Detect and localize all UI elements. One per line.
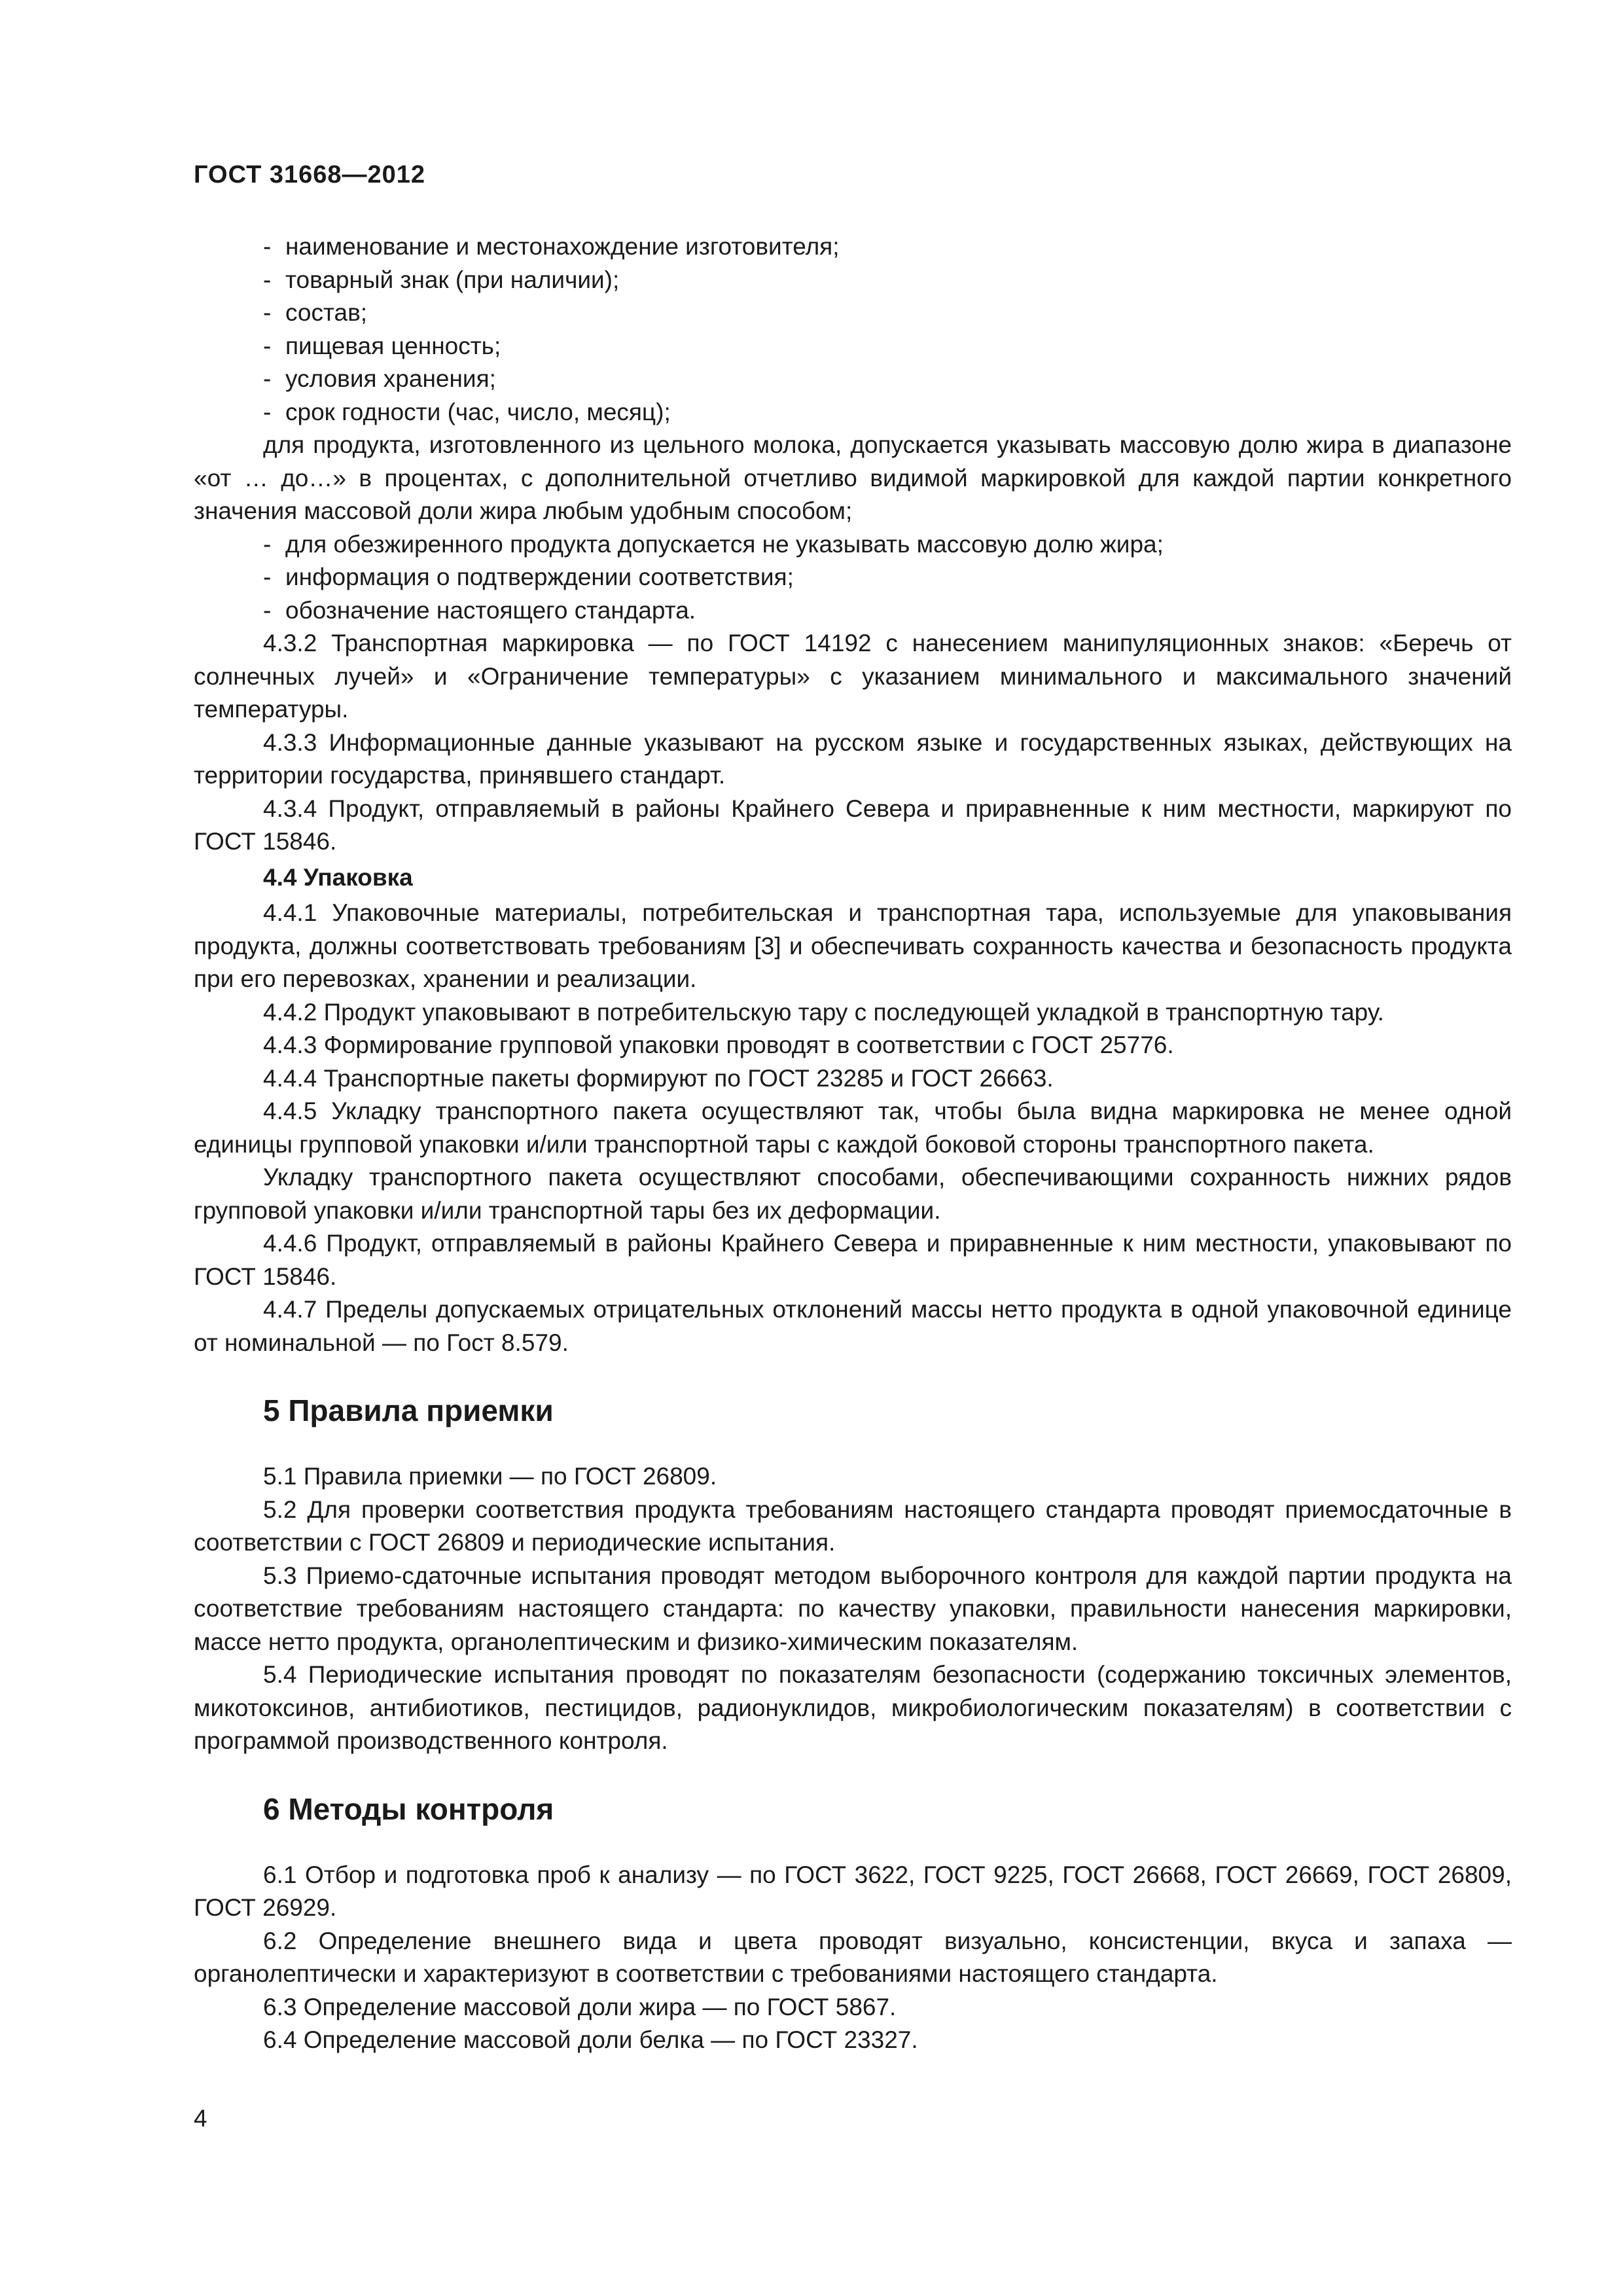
paragraph-4-3-4: 4.3.4 Продукт, отправляемый в районы Крайнего Севера и приравненные к ним местности, маркируют по ГОСТ 15846.	[194, 795, 1512, 855]
paragraph-4-3-2: 4.3.2 Транспортная маркировка — по ГОСТ 14192 с нанесением манипуляционных знаков: «Беречь от солнечных лучей» и «Ограничение температуры» с указанием минимального и максимального значений температуры.	[194, 630, 1512, 723]
paragraph-4-3-3: 4.3.3 Информационные данные указывают на русском языке и государственных языках, действующих на территории государства, принявшего стандарт.	[194, 728, 1512, 789]
paragraph-4-4-5-cont: Укладку транспортного пакета осуществляют способами, обеспечивающими сохранность нижних рядов групповой упаковки и/или транспортной тары без их деформации.	[194, 1164, 1512, 1224]
list-item: - наименование и местонахождение изготовителя;	[194, 230, 1512, 264]
paragraph-6-3: 6.3 Определение массовой доли жира — по ГОСТ 5867.	[263, 1993, 897, 2020]
paragraph-4-4-5: 4.4.5 Укладку транспортного пакета осуществляют так, чтобы была видна маркировка не менее одной единицы групповой упаковки и/или транспортной тары с каждой боковой стороны транспортного пакета.	[194, 1098, 1512, 1158]
list-item: - срок годности (час, число, месяц);	[194, 396, 1512, 429]
paragraph-4-4-1: 4.4.1 Упаковочные материалы, потребительская и транспортная тара, используемые для упаковывания продукта, должны соответствовать требованиям [3] и обеспечивать сохранность качества и безопасность продукта при его перевозках, хранении и реализации.	[194, 899, 1512, 992]
paragraph-5-3: 5.3 Приемо-сдаточные испытания проводят методом выборочного контроля для каждой партии продукта на соответствие требованиям настоящего стандарта: по качеству упаковки, правильности нанесения маркировки, массе нетто продукта, органолептическим и физико-химическим показателям.	[194, 1562, 1512, 1655]
paragraph-4-4-6: 4.4.6 Продукт, отправляемый в районы Крайнего Севера и приравненные к ним местности, упаковывают по ГОСТ 15846.	[194, 1230, 1512, 1290]
paragraph-5-1: 5.1 Правила приемки — по ГОСТ 26809.	[263, 1463, 717, 1490]
paragraph-5-4: 5.4 Периодические испытания проводят по показателям безопасности (содержанию токсичных элементов, микотоксинов, антибиотиков, пестицидов, радионуклидов, микробиологическим показателям) в соответствии с программой производственного контроля.	[194, 1661, 1512, 1754]
paragraph-4-4-2: 4.4.2 Продукт упаковывают в потребительскую тару с последующей укладкой в транспортную тару.	[263, 998, 1384, 1026]
paragraph-4-4-4: 4.4.4 Транспортные пакеты формируют по ГОСТ 23285 и ГОСТ 26663.	[263, 1064, 1054, 1092]
paragraph-5-2: 5.2 Для проверки соответствия продукта требованиям настоящего стандарта проводят приемосдаточные в соответствии с ГОСТ 26809 и периодические испытания.	[194, 1496, 1512, 1556]
list-item: - пищевая ценность;	[194, 330, 1512, 363]
list-item: - для обезжиренного продукта допускается не указывать массовую долю жира;	[194, 528, 1512, 562]
paragraph-4-4-7: 4.4.7 Пределы допускаемых отрицательных отклонений массы нетто продукта в одной упаковочной единице от номинальной — по Гост 8.579.	[194, 1296, 1512, 1356]
list-item: - условия хранения;	[194, 363, 1512, 396]
list-item-long: для продукта, изготовленного из цельного молока, допускается указывать массовую долю жира в диапазоне «от … до…» в процентах, с дополнительной отчетливо видимой маркировкой для каждой партии конкретного значения массовой доли жира любым удобным способом;	[194, 431, 1512, 524]
list-item: - информация о подтверждении соответствия;	[194, 561, 1512, 594]
list-item: - обозначение настоящего стандарта.	[194, 594, 1512, 628]
paragraph-6-2: 6.2 Определение внешнего вида и цвета проводят визуально, консистенции, вкуса и запаха — органолептически и характеризуют в соответствии с требованиями настоящего стандарта.	[194, 1927, 1512, 1987]
list-item: - товарный знак (при наличии);	[194, 264, 1512, 297]
paragraph-6-1: 6.1 Отбор и подготовка проб к анализу — по ГОСТ 3622, ГОСТ 9225, ГОСТ 26668, ГОСТ 26669, ГОСТ 26809, ГОСТ 26929.	[194, 1861, 1512, 1921]
subsection-title-4-4: 4.4 Упаковка	[263, 863, 413, 891]
page-header-standard: ГОСТ 31668—2012	[194, 161, 426, 188]
section-title-6: 6 Методы контроля	[263, 1791, 554, 1826]
paragraph-6-4: 6.4 Определение массовой доли белка — по ГОСТ 23327.	[263, 2026, 918, 2053]
page-number: 4	[194, 2105, 207, 2132]
paragraph-4-4-3: 4.4.3 Формирование групповой упаковки проводят в соответствии с ГОСТ 25776.	[263, 1031, 1174, 1058]
document-body	[194, 230, 1512, 2057]
list-item: - состав;	[194, 296, 1512, 330]
section-title-5: 5 Правила приемки	[263, 1393, 554, 1427]
